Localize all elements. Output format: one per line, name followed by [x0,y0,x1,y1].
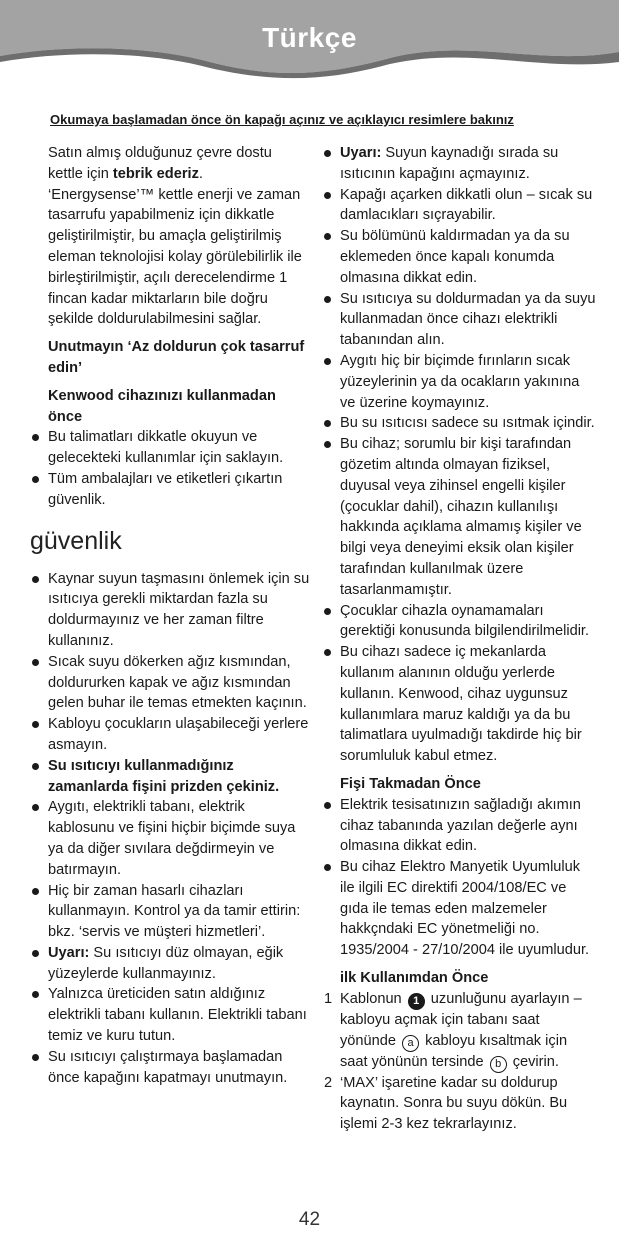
instruction-subtitle: Okumaya başlamadan önce ön kapağı açınız ve açıklayıcı resimlere bakınız [50,112,514,127]
first-use-heading: ilk Kullanımdan Önce [340,970,489,987]
callout-1-icon: 1 [408,993,425,1010]
list-item: Kapağı açarken dikkatli olun – sıcak su damlacıkları sıçrayabilir. [322,185,596,227]
list-item: Bu cihaz; sorumlu bir kişi tarafından gözetim altında olmayan fiziksel, duyusal veya zihinsel engelli kişiler (çocuklar dahil), cihazın kullanılışı hakkında açıklama almamış kişiler ve bilgi veya deneyimi eksik olan kişiler tarafından kullanılmak üzere tasarlanmamıştır. [322,434,596,600]
step-number: 2 [324,1074,333,1091]
list-item: Bu cihazı sadece iç mekanlarda kullanım alanının olduğu yerlerde kullanın. Kenwood, cihaz uygunsuz kullanımlara maruz kaldığı ya da bu talimatlara uyulmadığı takdirde hiç bir sorumluluk kabul etmez. [322,642,596,767]
left-column [30,143,310,1088]
safety-title: güvenlik [30,526,122,555]
right-column [322,143,596,1135]
remember-note: Unutmayın ‘Az doldurun çok tasarruf edin’ [48,339,305,376]
list-item: Bu talimatları dikkatle okuyun ve gelecekteki kullanımlar için saklayın. [30,427,310,469]
step-number: 1 [324,990,333,1007]
list-item: Çocuklar cihazla oynamamaları gerektiği konusunda bilgilendirilmelidir. [322,601,596,643]
step-item: 1 Kablonun 1 uzunluğunu ayarlayın – kabloyu açmak için tabanı saat yönünde a kabloyu kısaltmak için saat yönünün tersinde b çevirin. [322,989,596,1073]
list-item: Uyarı: Su ısıtıcıyı düz olmayan, eğik yüzeylerde kullanmayınız. [30,943,310,985]
before-use-list [30,427,310,510]
list-item: Tüm ambalajları ve etiketleri çıkartın güvenlik. [30,469,310,511]
list-item: Su ısıtıcıya su doldurmadan ya da suyu kullanmadan önce cihazı elektrikli tabanından alın. [322,289,596,351]
list-item: Hiç bir zaman hasarlı cihazları kullanmayın. Kontrol ya da tamir ettirin: bkz. ‘servis ve müşteri hizmetleri’. [30,881,310,943]
safety-list-continued [322,143,596,767]
list-item: Kaynar suyun taşmasını önlemek için su ısıtıcıya gerekli miktardan fazla su doldurmayınız ve her zaman filtre kullanınız. [30,569,310,652]
list-item: Bu cihaz Elektro Manyetik Uyumluluk ile ilgili EC direktifi 2004/108/EC ve gıda ile temas eden malzemeler hakkçndaki EC yönetmeliği no. 1935/2004 - 27/10/2004 ile uyumludur. [322,857,596,961]
page-title: Türkçe [262,22,357,53]
before-use-heading: Kenwood cihazınızı kullanmadan önce [48,387,276,425]
intro-paragraph: Satın almış olduğunuz çevre dostu kettle için tebrik ederiz. ‘Energysense’™ kettle enerji ve zaman tasarrufu yapabilmeniz için dikkatle geliştirilmiştir, bu amaçla geliştirilmiş eleman teknolojisi kolay görülebilirlik ile birleştirilmiştir, açılı derecelendirme 1 fincan kadar miktarların bile doğru şekilde doldurulabilmesini sağlar. [48,145,302,328]
list-item: Bu su ısıtıcısı sadece su ısıtmak içindir. [322,413,596,434]
list-item: Su ısıtıcıyı çalıştırmaya başlamadan önce kapağını kapatmayı unutmayın. [30,1047,310,1089]
plug-list [322,795,596,961]
list-item: Aygıtı, elektrikli tabanı, elektrik kablosunu ve fişini hiçbir biçimde suya ya da diğer sıvılara değdirmeyin ve batırmayın. [30,797,310,880]
list-item: Sıcak suyu dökerken ağız kısmından, doldururken kapak ve ağız kısmından gelen buhar ile temas etmekten kaçının. [30,652,310,714]
callout-a-icon: a [402,1035,419,1052]
list-item: Su ısıtıcıyı kullanmadığınız zamanlarda fişini prizden çekiniz. [30,756,310,798]
step-item: 2 ‘MAX’ işaretine kadar su doldurup kaynatın. Sonra bu suyu dökün. Bu işlemi 2-3 kez tekrarlayınız. [324,1074,568,1133]
list-item: Kabloyu çocukların ulaşabileceği yerlere asmayın. [30,714,310,756]
first-use-steps [322,989,596,1135]
list-item: Uyarı: Suyun kaynadığı sırada su ısıtıcının kapağını açmayınız. [322,143,596,185]
safety-list [30,569,310,1089]
header-banner [0,0,619,80]
plug-heading: Fişi Takmadan Önce [340,775,481,792]
page-number: 42 [298,1209,321,1230]
callout-b-icon: b [490,1056,507,1073]
list-item: Aygıtı hiç bir biçimde fırınların sıcak yüzeylerinin ya da ocakların yakınına ve üzerine koymayınız. [322,351,596,413]
list-item: Elektrik tesisatınızın sağladığı akımın cihaz tabanında yazılan değerle aynı olmasına dikkat edin. [322,795,596,857]
list-item: Su bölümünü kaldırmadan ya da su eklemeden önce kapalı konumda olmasına dikkat edin. [322,226,596,288]
list-item: Yalnızca üreticiden satın aldığınız elektrikli tabanı kullanın. Elektrikli tabanı temiz ve kuru tutun. [30,984,310,1046]
